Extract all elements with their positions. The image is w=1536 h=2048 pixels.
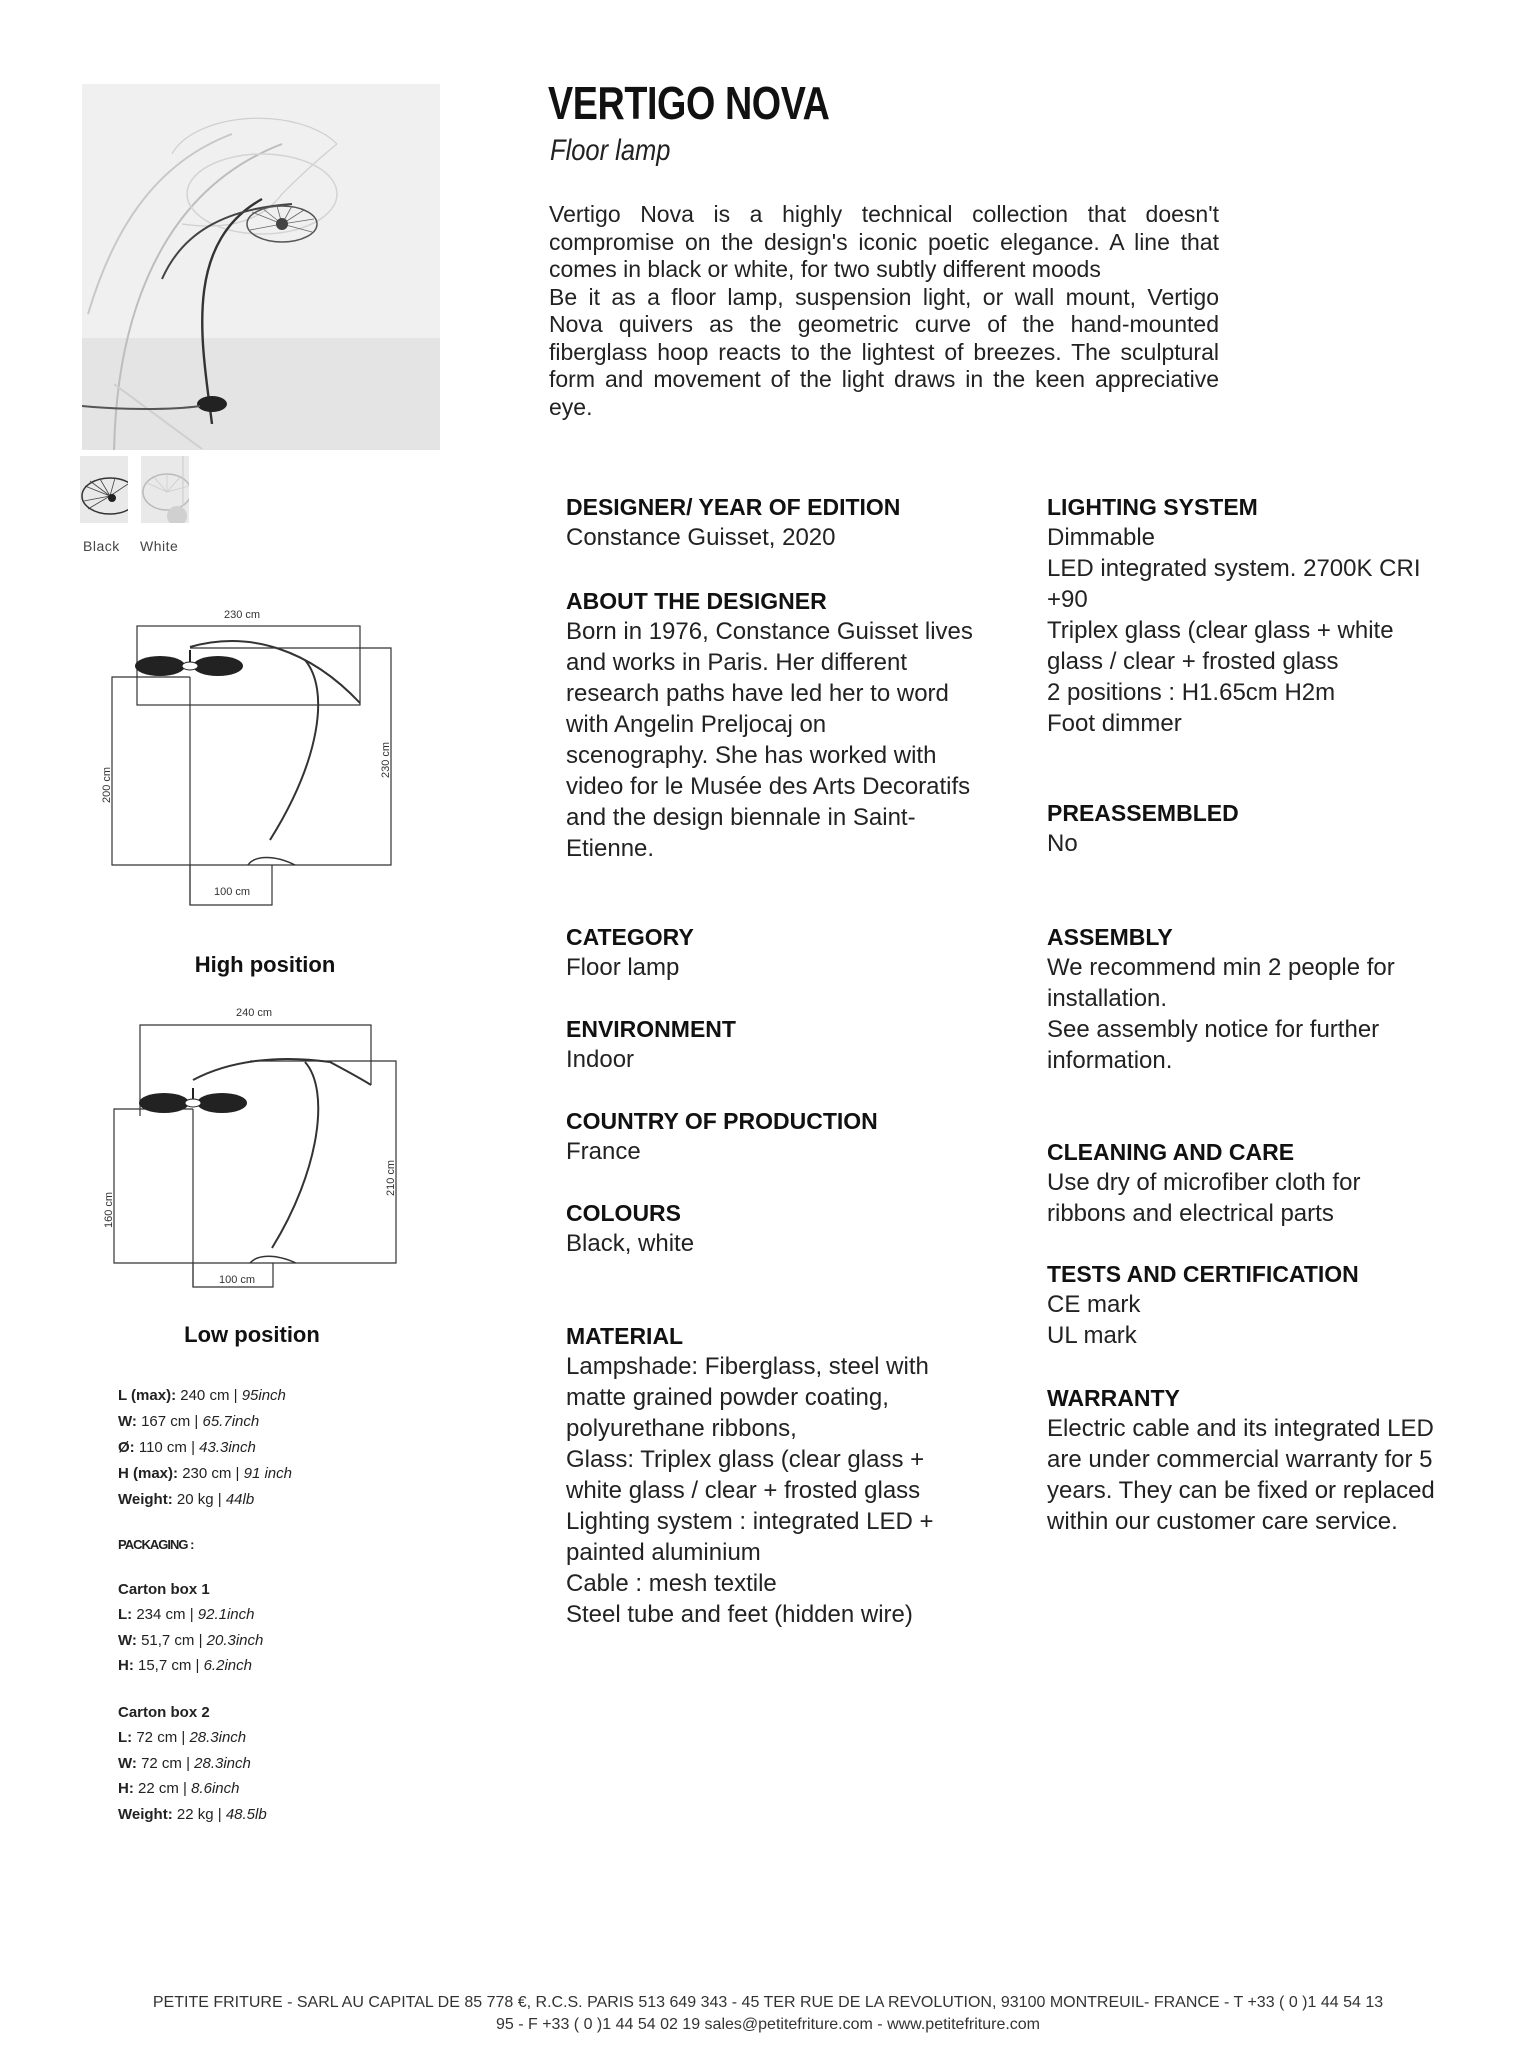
packaging-title: PACKAGING : xyxy=(118,1537,194,1552)
description-paragraph-2: Be it as a floor lamp, suspension light, or wall mount, Vertigo Nova quivers as the geometric curve of the hand-mounted fiberglass hoop reacts to the lightest of breezes. The sculptural form and movement of the light draws in the keen appreciative eye. xyxy=(549,283,1219,420)
variant-thumb-black[interactable] xyxy=(80,456,128,523)
right-height-label: 210 cm xyxy=(385,1159,397,1197)
section-environment xyxy=(566,1014,736,1075)
shade-right xyxy=(197,1093,247,1113)
section-title: ASSEMBLY xyxy=(1047,924,1173,950)
spec-row: W: 51,7 cm | 20.3inch xyxy=(118,1632,264,1649)
section-body: Constance Guisset, 2020 xyxy=(566,524,836,551)
base-label: 100 cm xyxy=(213,886,251,898)
high-position-caption: High position xyxy=(194,952,336,977)
spec-row: H: 15,7 cm | 6.2inch xyxy=(118,1657,252,1674)
section-cleaning xyxy=(1047,1137,1360,1229)
section-body: We recommend min 2 people for installation. See assembly notice for further information. xyxy=(1047,954,1395,1074)
spec-row: W: 167 cm | 65.7inch xyxy=(118,1413,260,1430)
section-title: COUNTRY OF PRODUCTION xyxy=(566,1108,878,1134)
section-title: PREASSEMBLED xyxy=(1047,800,1239,826)
product-title: VERTIGO NOVA xyxy=(548,77,830,129)
section-body: France xyxy=(566,1138,641,1165)
section-body: Indoor xyxy=(566,1046,635,1073)
width-label: 230 cm xyxy=(223,609,261,621)
section-body: Born in 1976, Constance Guisset lives and works in Paris. Her different research paths have led her to word with Angelin Preljocaj on scenography. She has worked with video for le Musée des Arts Decoratifs and the design biennale in Saint- Etienne. xyxy=(566,618,973,862)
lamp-illustration xyxy=(82,84,440,450)
section-material xyxy=(566,1321,934,1630)
low-position-diagram xyxy=(0,1000,420,1300)
description-paragraph-1: Vertigo Nova is a highly technical collection that doesn't compromise on the design's iconic poetic elegance. A line that comes in black or white, for two subtly different moods xyxy=(549,201,1219,282)
spec-row: H (max): 230 cm | 91 inch xyxy=(118,1465,292,1482)
section-colours xyxy=(566,1198,694,1259)
section-body: Lampshade: Fiberglass, steel with matte grained powder coating, polyurethane ribbons, Glass: Triplex glass (clear glass + white glass / clear + frosted glass Lighting system : integrated LED + painted aluminium Cable : mesh textile Steel tube and feet (hidden wire) xyxy=(566,1353,934,1628)
spec-row: L (max): 240 cm | 95inch xyxy=(118,1387,286,1404)
section-tests xyxy=(1047,1259,1359,1351)
section-body: Electric cable and its integrated LED are under commercial warranty for 5 years. They can be fixed or replaced within our customer care service. xyxy=(1047,1415,1435,1535)
section-lighting-system xyxy=(1047,492,1421,739)
variant-thumb-white[interactable] xyxy=(141,456,189,523)
section-country xyxy=(566,1106,878,1167)
black-lamp-thumb-icon xyxy=(80,456,128,523)
product-photo xyxy=(82,84,440,450)
footer-company-line: PETITE FRITURE - SARL AU CAPITAL DE 85 778 €, R.C.S. PARIS 513 649 343 - 45 TER RUE DE LA REVOLUTION, 93100 MONTREUIL- FRANCE - T +33 ( 0 )1 44 54 13 xyxy=(152,1994,1384,2011)
shade-right xyxy=(193,656,243,676)
spec-row: L: 72 cm | 28.3inch xyxy=(118,1729,247,1746)
section-body: Floor lamp xyxy=(566,954,680,981)
variant-label-black: Black xyxy=(83,538,120,554)
width-label: 240 cm xyxy=(235,1007,273,1019)
footer xyxy=(0,1992,1536,2036)
variant-label-white: White xyxy=(140,538,179,554)
product-type: Floor lamp xyxy=(550,134,671,167)
section-body: Use dry of microfiber cloth for ribbons and electrical parts xyxy=(1047,1169,1361,1227)
section-title: ABOUT THE DESIGNER xyxy=(566,588,827,614)
spec-row: Ø: 110 cm | 43.3inch xyxy=(118,1439,256,1456)
section-title: TESTS AND CERTIFICATION xyxy=(1047,1261,1359,1287)
section-title: CATEGORY xyxy=(566,924,694,950)
right-height-label: 230 cm xyxy=(380,741,392,779)
shade-left xyxy=(135,656,185,676)
section-body: CE mark UL mark xyxy=(1047,1291,1141,1349)
spec-row: Weight: 20 kg | 44lb xyxy=(118,1491,255,1508)
section-about-designer xyxy=(566,586,973,864)
white-lamp-thumb-icon xyxy=(141,456,189,523)
section-warranty xyxy=(1047,1383,1435,1537)
section-assembly xyxy=(1047,922,1395,1076)
carton-box-1-title: Carton box 1 xyxy=(118,1581,210,1598)
section-title: DESIGNER/ YEAR OF EDITION xyxy=(566,494,901,520)
section-body: No xyxy=(1047,830,1078,857)
spec-row: Weight: 22 kg | 48.5lb xyxy=(118,1806,267,1823)
spec-row: H: 22 cm | 8.6inch xyxy=(118,1780,240,1797)
carton-box-2-title: Carton box 2 xyxy=(118,1704,210,1721)
section-title: COLOURS xyxy=(566,1200,681,1226)
high-position-diagram xyxy=(0,590,420,920)
section-preassembled xyxy=(1047,798,1239,859)
left-height-label: 160 cm xyxy=(103,1191,115,1229)
section-title: LIGHTING SYSTEM xyxy=(1047,494,1258,520)
base-label: 100 cm xyxy=(218,1274,256,1286)
section-body: Black, white xyxy=(566,1230,695,1257)
spec-row: W: 72 cm | 28.3inch xyxy=(118,1755,251,1772)
left-height-label: 200 cm xyxy=(101,766,113,804)
shade-left xyxy=(139,1093,189,1113)
section-body: Dimmable LED integrated system. 2700K CRI +90 Triplex glass (clear glass + white glass / clear + frosted glass 2 positions : H1.65cm H2m Foot dimmer xyxy=(1047,524,1421,737)
section-title: MATERIAL xyxy=(566,1323,684,1349)
product-description xyxy=(549,201,1219,421)
low-position-caption: Low position xyxy=(184,1322,320,1347)
footer-contact-line: 95 - F +33 ( 0 )1 44 54 02 19 sales@petitefriture.com - www.petitefriture.com xyxy=(495,2016,1041,2033)
section-title: WARRANTY xyxy=(1047,1385,1180,1411)
section-title: ENVIRONMENT xyxy=(566,1016,736,1042)
section-category xyxy=(566,922,694,983)
section-designer xyxy=(566,492,900,553)
section-title: CLEANING AND CARE xyxy=(1047,1139,1295,1165)
spec-row: L: 234 cm | 92.1inch xyxy=(118,1606,255,1623)
